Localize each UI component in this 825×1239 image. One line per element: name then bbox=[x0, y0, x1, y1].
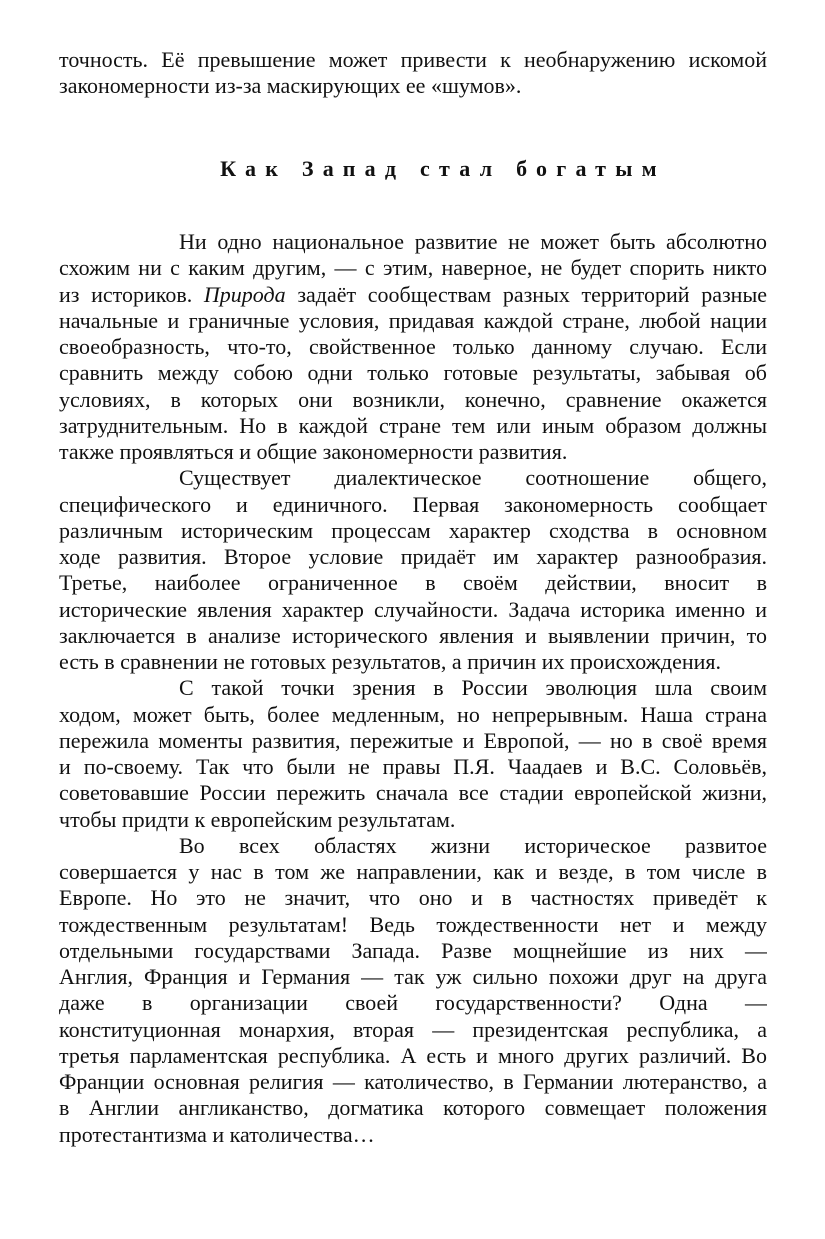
section-heading: Как Запад стал богатым bbox=[220, 156, 666, 181]
text-line: условиях, в которых они возникли, конечно, сравнение окажется bbox=[59, 386, 767, 412]
text-line: Ни одно национальное развитие не может быть абсолютно bbox=[179, 229, 767, 254]
text-line: специфического и единичного. Первая закономерность сообщает bbox=[59, 491, 767, 517]
text-line: Существует диалектическое соотношение общего, bbox=[179, 465, 767, 491]
text-segment: задаёт сообществам разных территорий разные bbox=[285, 281, 767, 307]
text-line: отдельными государствами Запада. Разве мощнейшие из них — bbox=[59, 937, 767, 963]
text-line: третья парламентская республика. А есть и много других различий. Во bbox=[59, 1042, 767, 1068]
text-line: даже в организации своей государственности? Одна — bbox=[59, 990, 767, 1016]
text-line: совершается у нас в том же направлении, как и везде, в том числе в bbox=[59, 859, 767, 884]
text-line: протестантизма и католичества… bbox=[59, 1121, 375, 1147]
text-line: С такой точки зрения в России эволюция шла своим bbox=[179, 675, 767, 701]
text-line: Франции основная религия — католичество, в Германии лютеранство, а bbox=[59, 1069, 767, 1094]
text-line: закономерности из-за маскирующих ее «шумов». bbox=[59, 73, 522, 99]
text-line: затруднительным. Но в каждой стране тем или иным образом должны bbox=[59, 412, 767, 438]
text-line bbox=[59, 282, 767, 308]
text-line: своеобразность, что-то, свойственное только данному случаю. Если bbox=[59, 334, 767, 359]
text-line: также проявляться и общие закономерности развития. bbox=[59, 439, 568, 464]
text-line: ходе развития. Второе условие придаёт им характер разнообразия. bbox=[59, 544, 767, 569]
text-line: и по-своему. Так что были не правы П.Я. Чаадаев и В.С. Соловьёв, bbox=[59, 754, 767, 779]
text-line: точность. Её превышение может привести к необнаружению искомой bbox=[59, 47, 767, 72]
text-line: исторические явления характер случайности. Задача историка именно и bbox=[59, 596, 767, 622]
intro-paragraph bbox=[59, 47, 767, 100]
text-line: есть в сравнении не готовых результатов, а причин их происхождения. bbox=[59, 649, 722, 674]
text-line: чтобы придти к европейским результатам. bbox=[59, 806, 456, 832]
italic-term: Природа bbox=[203, 281, 286, 307]
text-line: начальные и граничные условия, придавая каждой стране, любой нации bbox=[59, 307, 767, 333]
text-line: заключается в анализе исторического явления и выявлении причин, то bbox=[59, 622, 767, 648]
text-segment: из историков. bbox=[59, 281, 204, 307]
text-line: пережила моменты развития, пережитые и Европой, — но в своё время bbox=[59, 727, 767, 753]
text-line: тождественным результатам! Ведь тождественности нет и между bbox=[59, 911, 767, 937]
text-line: Англия, Франция и Германия — так уж сильно похожи друг на друга bbox=[59, 964, 767, 989]
text-line: конституционная монархия, вторая — президентская республика, а bbox=[59, 1016, 767, 1042]
body-text bbox=[59, 229, 767, 1148]
text-line: Третье, наиболее ограниченное в своём действии, вносит в bbox=[59, 570, 767, 596]
text-line: Во всех областях жизни историческое развитое bbox=[179, 832, 767, 858]
text-line: Европе. Но это не значит, что оно и в частностях приведёт к bbox=[59, 885, 767, 911]
text-line: схожим ни с каким другим, — с этим, наверное, не будет спорить никто bbox=[59, 255, 767, 281]
text-line: различным историческим процессам характер сходства в основном bbox=[59, 517, 767, 543]
text-line: ходом, может быть, более медленным, но непрерывным. Наша страна bbox=[59, 701, 767, 727]
text-line: сравнить между собою одни только готовые результаты, забывая об bbox=[59, 360, 767, 386]
text-line: советовавшие России пережить сначала все стадии европейской жизни, bbox=[59, 780, 767, 806]
text-line: в Англии англиканство, догматика которого совмещает положения bbox=[59, 1095, 767, 1121]
